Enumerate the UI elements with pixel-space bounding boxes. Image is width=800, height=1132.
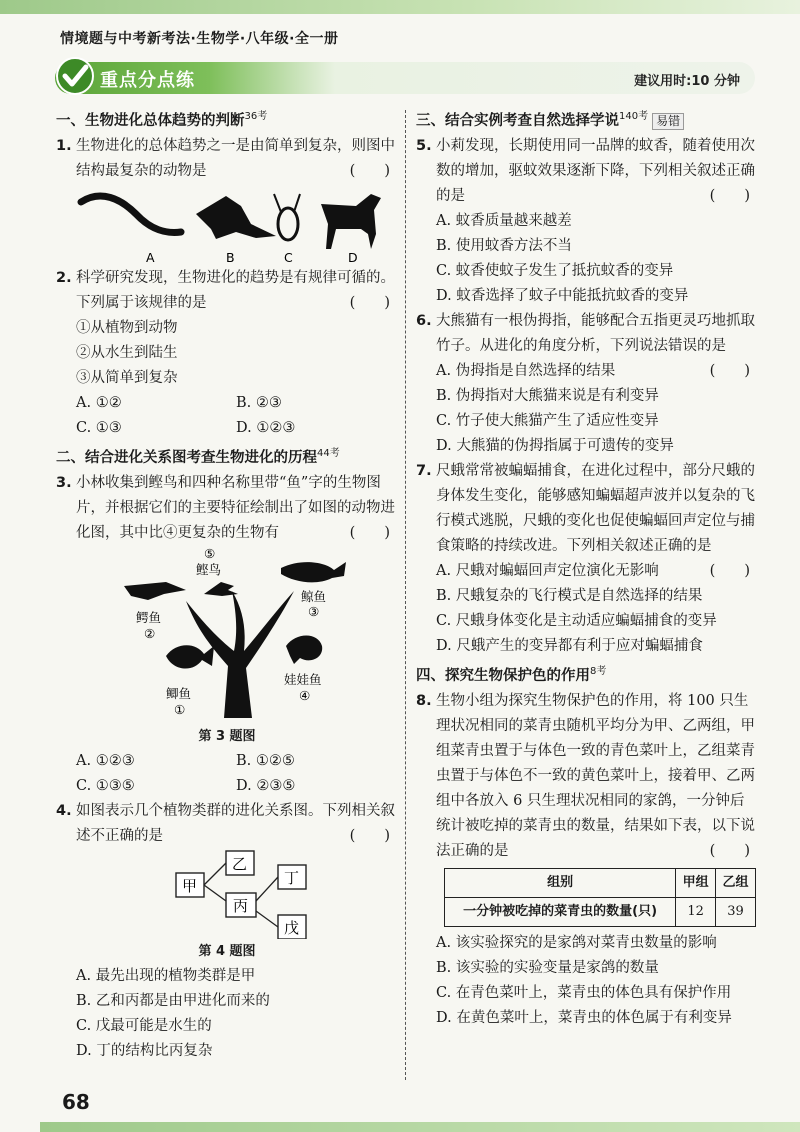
heading-1: 一、生物进化总体趋势的判断$^{36考}$ [56, 111, 268, 129]
crocodile-icon [196, 196, 276, 239]
option[interactable]: D. 在黄色菜叶上，菜青虫的体色属于有利变异 [436, 1009, 732, 1026]
answer-blank[interactable]: ( ) [349, 162, 390, 179]
option[interactable]: C. 蚊香使蚊子发生了抵抗蚊香的变异 [436, 262, 674, 279]
left-column [56, 104, 398, 1064]
table-header: 甲组 [676, 868, 716, 897]
q3-evolution-tree-figure [56, 546, 398, 724]
heading-4: 四、探究生物保护色的作用$^{8考}$ [416, 665, 607, 684]
right-column [416, 104, 758, 1031]
option[interactable]: D. 大熊猫的伪拇指属于可遗传的变异 [436, 437, 674, 454]
svg-text:B: B [226, 249, 235, 265]
option[interactable]: A. 该实验探究的是家鸽对菜青虫数量的影响 [436, 934, 717, 951]
figure-4-caption: 第 4 题图 [198, 943, 256, 959]
book-title: 情境题与中考新考法·生物学·八年级·全一册 [60, 31, 339, 47]
svg-text:②: ② [144, 625, 156, 641]
q1-animals-figure [76, 184, 418, 266]
question-1: 1. 生物进化的总体趋势之一是由简单到复杂，则图中结构最复杂的动物是 ( ) [56, 134, 398, 184]
q2-item: ①从植物到动物 [76, 319, 178, 336]
option[interactable]: D. ①②③ [236, 419, 296, 436]
question-8: 8. 生物小组为探究生物保护色的作用，将 100 只生理状况相同的菜青虫随机平均分为甲、乙两组，甲组菜青虫置于与体色一致的青色菜叶上，乙组菜青虫置于与体色不一致的黄色菜叶上，接着甲、乙两组中各放入 6 只生理状况相同的家鸽，一分钟后统计被吃掉的菜青虫的数量，结果如下表，以下说法正确的是 ( ) [416, 689, 758, 864]
option[interactable]: B. 使用蚊香方法不当 [436, 237, 572, 254]
svg-text:C: C [284, 249, 293, 265]
svg-text:丁: 丁 [284, 868, 300, 887]
option[interactable]: B. 尺蛾复杂的飞行模式是自然选择的结果 [436, 587, 703, 604]
heading-3: 三、结合实例考查自然选择学说$^{140考}$ 易错 [416, 104, 758, 134]
answer-blank[interactable]: ( ) [709, 842, 750, 859]
eel-icon [81, 196, 181, 232]
svg-text:⑤: ⑤ [204, 545, 216, 561]
svg-text:③: ③ [308, 603, 320, 619]
option[interactable]: A. ①② [76, 394, 122, 411]
q2-item: ②从水生到陆生 [76, 344, 178, 361]
question-2: 2. 科学研究发现，生物进化的趋势是有规律可循的。下列属于该规律的是 ( ) [56, 266, 398, 316]
option[interactable]: C. ①③⑤ [76, 777, 135, 794]
option[interactable]: B. 该实验的实验变量是家鸽的数量 [436, 959, 659, 976]
q8-results-table [444, 868, 756, 927]
carp-icon [166, 645, 214, 668]
option[interactable]: C. 尺蛾身体变化是主动适应蝙蝠捕食的变异 [436, 612, 717, 629]
table-header: 组别 [445, 868, 676, 897]
svg-text:①: ① [174, 701, 186, 717]
option[interactable]: A. 蚊香质量越来越差 [436, 212, 572, 229]
checkmark-badge-icon [55, 56, 95, 96]
error-prone-tag: 易错 [652, 113, 684, 130]
answer-blank[interactable]: ( ) [349, 294, 390, 311]
svg-text:鲸鱼: 鲸鱼 [301, 588, 327, 604]
answer-blank[interactable]: ( ) [349, 827, 390, 844]
answer-blank[interactable]: ( ) [709, 562, 750, 579]
option[interactable]: C. 在青色菜叶上，菜青虫的体色具有保护作用 [436, 984, 732, 1001]
question-5: 5. 小莉发现，长期使用同一品牌的蚊香，随着使用次数的增加，驱蚊效果逐渐下降，下列相关叙述正确的是 ( ) [416, 134, 758, 209]
svg-text:A: A [146, 249, 155, 265]
q3-options-row [56, 749, 398, 774]
option[interactable]: B. 伪拇指对大熊猫来说是有利变异 [436, 387, 659, 404]
caterpillar-icon [274, 194, 300, 240]
option[interactable]: C. 竹子使大熊猫产生了适应性变异 [436, 412, 659, 429]
option[interactable]: A. 最先出现的植物类群是甲 [76, 967, 256, 984]
bottom-decor-strip [40, 1122, 800, 1132]
option[interactable]: A. 伪拇指是自然选择的结果 [436, 362, 616, 379]
option[interactable]: B. ②③ [236, 394, 282, 411]
option[interactable]: A. ①②③ [76, 752, 135, 769]
option[interactable]: B. ①②⑤ [236, 752, 295, 769]
table-cell: 12 [676, 897, 716, 926]
top-decor-strip [0, 0, 800, 14]
table-header-row [445, 868, 756, 897]
heading-2: 二、结合进化关系图考查生物进化的历程$^{44考}$ [56, 447, 340, 466]
svg-text:戊: 戊 [284, 918, 300, 937]
salamander-icon [286, 635, 322, 664]
page-number: 68 [62, 1090, 90, 1114]
svg-text:④: ④ [299, 687, 311, 703]
svg-text:鲣鸟: 鲣鸟 [196, 561, 222, 577]
horse-icon [321, 194, 381, 249]
option[interactable]: C. 戊最可能是水生的 [76, 1017, 212, 1034]
gannet-icon [204, 582, 238, 596]
q2-item: ③从简单到复杂 [76, 369, 178, 386]
table-header: 乙组 [716, 868, 756, 897]
figure-3-caption: 第 3 题图 [198, 728, 256, 744]
table-cell: 39 [716, 897, 756, 926]
option[interactable]: D. 蚊香选择了蚊子中能抵抗蚊香的变异 [436, 287, 689, 304]
svg-text:D: D [348, 249, 358, 265]
table-row [445, 897, 756, 926]
table-row-label: 一分钟被吃掉的菜青虫的数量(只) [445, 897, 676, 926]
q2-options-row [56, 391, 398, 416]
svg-text:乙: 乙 [232, 854, 248, 873]
option[interactable]: D. ②③⑤ [236, 777, 296, 794]
q4-plant-relation-diagram [56, 849, 398, 939]
svg-text:甲: 甲 [182, 876, 198, 895]
svg-text:鳄鱼: 鳄鱼 [136, 609, 162, 625]
option[interactable]: D. 尺蛾产生的变异都有利于应对蝙蝠捕食 [436, 637, 703, 654]
option[interactable]: C. ①③ [76, 419, 122, 436]
option[interactable]: A. 尺蛾对蝙蝠回声定位演化无影响 [436, 562, 659, 579]
answer-blank[interactable]: ( ) [349, 524, 390, 541]
question-7: 7. 尺蛾常常被蝙蝠捕食，在进化过程中，部分尺蛾的身体发生变化，能够感知蝙蝠超声波并以复杂的飞行模式逃脱，尺蛾的变化也促使蝙蝠回声定位与捕食策略的持续改进。下列相关叙述正确的是 ( ) [416, 459, 758, 559]
option[interactable]: D. 丁的结构比丙复杂 [76, 1042, 213, 1059]
answer-blank[interactable]: ( ) [709, 187, 750, 204]
svg-text:鲫鱼: 鲫鱼 [166, 685, 192, 701]
suggested-time: 建议用时:10 分钟 [634, 74, 740, 89]
option[interactable]: B. 乙和丙都是由甲进化而来的 [76, 992, 270, 1009]
question-6: 6. 大熊猫有一根伪拇指，能够配合五指更灵巧地抓取竹子。从进化的角度分析，下列说法错误的是 ( ) [416, 309, 758, 359]
svg-text:娃娃鱼: 娃娃鱼 [284, 671, 322, 687]
section-title: 重点分点练 [100, 70, 195, 91]
svg-text:丙: 丙 [233, 896, 249, 915]
q2-options-row [56, 416, 398, 441]
answer-blank[interactable]: ( ) [709, 362, 750, 379]
crocodile-icon [124, 582, 186, 600]
whale-icon [281, 562, 346, 582]
question-3: 3. 小林收集到鲣鸟和四种名称里带“鱼”字的生物图片，并根据它们的主要特征绘制出了如图的动物进化图，其中比④更复杂的生物有 ( ) [56, 471, 398, 546]
q3-options-row [56, 774, 398, 799]
question-4: 4. 如图表示几个植物类群的进化关系图。下列相关叙述不正确的是 ( ) [56, 799, 398, 849]
